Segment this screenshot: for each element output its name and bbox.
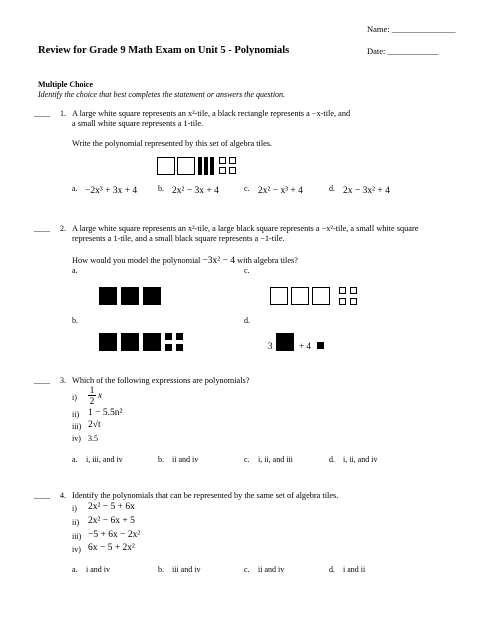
q4-item-ii-label: ii) bbox=[72, 518, 80, 527]
q4-item-iii-expr: −5 + 6x − 2x² bbox=[88, 530, 141, 540]
neg-x2-tile-black bbox=[121, 287, 139, 305]
x2-tile-white bbox=[312, 287, 330, 305]
answer-blank-3[interactable]: ____ bbox=[34, 376, 50, 385]
neg-x-tile-black bbox=[210, 157, 214, 175]
q3-item-iii-label: iii) bbox=[72, 422, 82, 431]
q1-option-a-letter[interactable]: a. bbox=[72, 184, 78, 193]
x2-tile-white bbox=[157, 157, 175, 175]
neg-one-tile-black bbox=[317, 342, 324, 349]
q2-prompt bbox=[72, 256, 298, 266]
section-instructions: Identify the choice that best completes the statement or answers the question. bbox=[38, 90, 286, 99]
q2-line1: A large white square represents an x²-tile, a large black square represents a −x²-tile, a small white square bbox=[72, 224, 419, 233]
one-tile-white bbox=[350, 287, 357, 294]
q1-option-c-text: 2x² − x³ + 4 bbox=[258, 186, 303, 196]
q4-item-ii-expr: 2x² − 6x + 5 bbox=[88, 516, 135, 526]
neg-one-tile-black bbox=[165, 344, 172, 351]
q4-option-d-text: i and ii bbox=[343, 565, 366, 574]
q3-option-b-letter[interactable]: b. bbox=[158, 455, 164, 464]
x2-tile-white bbox=[177, 157, 195, 175]
q3-option-b-text: ii and iv bbox=[172, 455, 199, 464]
neg-one-tile-black bbox=[165, 333, 172, 340]
q2-d-coef1: 3 bbox=[268, 341, 273, 351]
x2-tile-white bbox=[291, 287, 309, 305]
name-field-label: Name: _______________ bbox=[367, 24, 456, 34]
one-tile-white bbox=[339, 287, 346, 294]
question-number-2: 2. bbox=[60, 224, 66, 233]
neg-x-tile-black bbox=[204, 157, 208, 175]
one-tile-white bbox=[229, 157, 236, 164]
q2-option-a-letter[interactable]: a. bbox=[72, 266, 78, 275]
one-tile-white bbox=[350, 298, 357, 305]
answer-blank-2[interactable]: ____ bbox=[34, 224, 50, 233]
q3-option-c-text: i, ii, and iii bbox=[258, 455, 293, 464]
q4-item-i-expr: 2x² − 5 + 6x bbox=[88, 502, 135, 512]
q1-option-b-text: 2x² − 3x + 4 bbox=[172, 186, 219, 196]
q2-option-c-letter[interactable]: c. bbox=[244, 266, 250, 275]
q3-item-i-label: i) bbox=[72, 393, 77, 402]
neg-x2-tile-black bbox=[99, 287, 117, 305]
q3-item-iii-expr: 2√t bbox=[88, 420, 101, 430]
neg-x2-tile-black bbox=[276, 333, 294, 351]
question-number-1: 1. bbox=[60, 109, 66, 118]
q1-line2: a small white square represents a 1-tile. bbox=[72, 119, 204, 128]
q4-item-i-label: i) bbox=[72, 504, 77, 513]
q3-item-i-numerator: 1 bbox=[89, 385, 95, 395]
q3-item-iv-expr: 3.5 bbox=[88, 434, 98, 443]
q3-item-i-denominator: 2 bbox=[89, 396, 95, 406]
section-heading: Multiple Choice bbox=[38, 80, 93, 89]
q4-option-c-letter[interactable]: c. bbox=[244, 565, 250, 574]
q4-option-a-text: i and iv bbox=[86, 565, 110, 574]
one-tile-white bbox=[219, 157, 226, 164]
neg-x-tile-black bbox=[198, 157, 202, 175]
q4-option-b-letter[interactable]: b. bbox=[158, 565, 164, 574]
q4-text: Identify the polynomials that can be represented by the same set of algebra tiles. bbox=[72, 491, 339, 500]
q1-prompt: Write the polynomial represented by this set of algebra tiles. bbox=[72, 139, 273, 148]
q4-item-iii-label: iii) bbox=[72, 532, 82, 541]
one-tile-white bbox=[229, 167, 236, 174]
q4-option-a-letter[interactable]: a. bbox=[72, 565, 78, 574]
answer-blank-4[interactable]: ____ bbox=[34, 491, 50, 500]
one-tile-white bbox=[339, 298, 346, 305]
neg-x2-tile-black bbox=[143, 287, 161, 305]
q4-item-iv-expr: 6x − 5 + 2x² bbox=[88, 543, 135, 553]
q1-option-d-text: 2x − 3x² + 4 bbox=[343, 186, 390, 196]
q2-option-d-letter[interactable]: d. bbox=[244, 316, 250, 325]
q2-prompt-expr: −3x² − 4 bbox=[202, 256, 236, 266]
q1-option-d-letter[interactable]: d. bbox=[329, 184, 335, 193]
q3-option-c-letter[interactable]: c. bbox=[244, 455, 250, 464]
q4-option-c-text: ii and iv bbox=[258, 565, 285, 574]
q3-item-ii-expr: 1 − 5.5n² bbox=[88, 408, 123, 418]
neg-x2-tile-black bbox=[143, 333, 161, 351]
q3-option-d-text: i, ii, and iv bbox=[343, 455, 378, 464]
q3-option-d-letter[interactable]: d. bbox=[329, 455, 335, 464]
q4-option-b-text: iii and iv bbox=[172, 565, 201, 574]
neg-x2-tile-black bbox=[99, 333, 117, 351]
question-number-4: 4. bbox=[60, 491, 66, 500]
date-field-label: Date: ____________ bbox=[367, 46, 439, 56]
q4-item-iv-label: iv) bbox=[72, 545, 81, 554]
q1-option-c-letter[interactable]: c. bbox=[244, 184, 250, 193]
q3-item-ii-label: ii) bbox=[72, 410, 80, 419]
page-title: Review for Grade 9 Math Exam on Unit 5 - Polynomials bbox=[38, 45, 290, 56]
answer-blank-1[interactable]: ____ bbox=[34, 109, 50, 118]
question-number-3: 3. bbox=[60, 376, 66, 385]
q1-option-b-letter[interactable]: b. bbox=[158, 184, 164, 193]
q2-line2: represents a 1-tile, and a small black square represents a −1-tile. bbox=[72, 234, 285, 243]
q3-item-iv-label: iv) bbox=[72, 434, 81, 443]
q2-option-b-letter[interactable]: b. bbox=[72, 316, 78, 325]
q3-item-i-var: x bbox=[98, 391, 103, 401]
neg-x2-tile-black bbox=[121, 333, 139, 351]
q3-option-a-letter[interactable]: a. bbox=[72, 455, 78, 464]
one-tile-white bbox=[219, 167, 226, 174]
neg-one-tile-black bbox=[176, 333, 183, 340]
q1-line1: A large white square represents an x²-tile, a black rectangle represents a −x-tile, and bbox=[72, 109, 351, 118]
q3-text: Which of the following expressions are polynomials? bbox=[72, 376, 250, 385]
q2-prompt-pre: How would you model the polynomial bbox=[72, 256, 201, 265]
q3-option-a-text: i, iii, and iv bbox=[86, 455, 123, 464]
neg-one-tile-black bbox=[176, 344, 183, 351]
q2-prompt-post: with algebra tiles? bbox=[237, 256, 298, 265]
q2-d-coef2: + 4 bbox=[299, 341, 311, 351]
q1-option-a-text: −2x³ + 3x + 4 bbox=[85, 186, 138, 196]
q4-option-d-letter[interactable]: d. bbox=[329, 565, 335, 574]
x2-tile-white bbox=[270, 287, 288, 305]
